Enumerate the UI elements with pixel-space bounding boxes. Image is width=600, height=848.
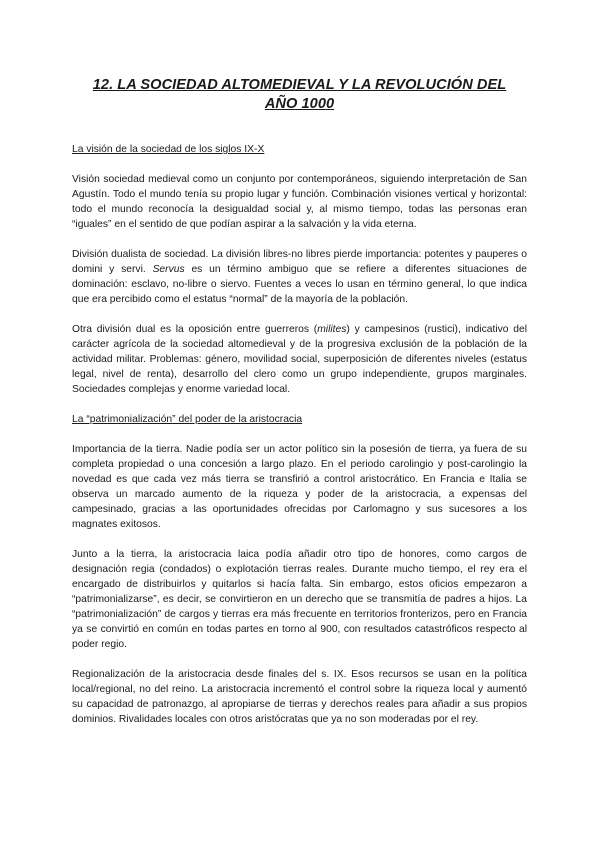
text-span: División dualista de sociedad. La división libres-no libres pierde importancia: potentes y pauperes o domini y servi.	[72, 249, 527, 275]
paragraph-regionalizacion: Regionalización de la aristocracia desde finales del s. IX. Esos recursos se usan en la política local/regional, no del reino. La aristocracia incrementó el control sobre la riqueza local y aumentó su capacidad de patronazgo, al apropiarse de tierras y derechos reales para añadir a sus propios dominios. Rivalidades locales con otros aristócratas que ya no son moderadas por el rey.	[72, 669, 527, 725]
title-line-2: AÑO 1000	[264, 96, 335, 112]
section-heading-vision: La visión de la sociedad de los siglos IX-X	[72, 144, 265, 155]
italic-term-milites: milites	[317, 324, 347, 335]
text-span: Otra división dual es la oposición entre guerreros (	[72, 324, 318, 335]
paragraph-division-dualista	[72, 247, 527, 307]
paragraph-guerreros-campesinos	[72, 322, 527, 397]
section-heading-patrimonializacion: La “patrimonialización” del poder de la aristocracia	[72, 414, 303, 425]
title-line-1: 12. LA SOCIEDAD ALTOMEDIEVAL Y LA REVOLUCIÓN DEL	[92, 77, 507, 93]
document-page	[72, 76, 527, 742]
paragraph-importancia-tierra: Importancia de la tierra. Nadie podía ser un actor político sin la posesión de tierra, ya fuera de su completa propiedad o una concesión a largo plazo. En el periodo carolingio y post-carolingio la novedad es que cada vez más tierra se transfirió a control aristocrático. En Francia e Italia se observa un marcado aumento de la riqueza y poder de la aristocracia, a expensas del campesinado, gracias a las oportunidades ofrecidas por Carlomagno y sus sucesores a los magnates exitosos.	[72, 444, 527, 530]
paragraph-vision-sociedad: Visión sociedad medieval como un conjunto por contemporáneos, siguiendo interpretación de San Agustín. Todo el mundo tenía su propio lugar y función. Combinación visiones vertical y horizontal: todo el mundo reconocía la desigualdad social y, al mismo tiempo, todas las personas eran “iguales” en el sentido de que podían aspirar a la salvación y la vida eterna.	[72, 174, 527, 230]
paragraph-honores: Junto a la tierra, la aristocracia laica podía añadir otro tipo de honores, como cargos de designación regia (condados) o explotación tierras reales. Durante mucho tiempo, el rey era el encargado de distribuirlos y quitarlos si hacía falta. Sin embargo, estos oficios empezaron a “patrimonializarse”, es decir, se convirtieron en un derecho que se transmitía de padres a hijos. La “patrimonialización” de cargos y tierras era más frecuente en territorios fronterizos, pero en Francia ya se convirtió en común en todas partes en torno al 900, con resultados catastróficos respecto al poder regio.	[72, 549, 527, 650]
italic-term-servus: Servus	[152, 264, 185, 275]
page-title	[72, 76, 527, 114]
text-span: ) y campesinos (rustici), indicativo del carácter agrícola de la sociedad altomedieval y de la progresiva exclusión de la población de la actividad militar. Problemas: género, movilidad social, superposición de diferentes niveles (estatus legal, nivel de renta), desarrollo del clero como un grupo independiente, grupos marginales. Sociedades complejas y enorme variedad local.	[72, 324, 527, 395]
text-span: es un término ambiguo que se refiere a diferentes situaciones de dominación: esclavo, no-libre o siervo. Fuentes a veces lo usan en término general, lo que indica que era percibido como el estatus “normal” de la mayoría de la población.	[72, 264, 527, 305]
